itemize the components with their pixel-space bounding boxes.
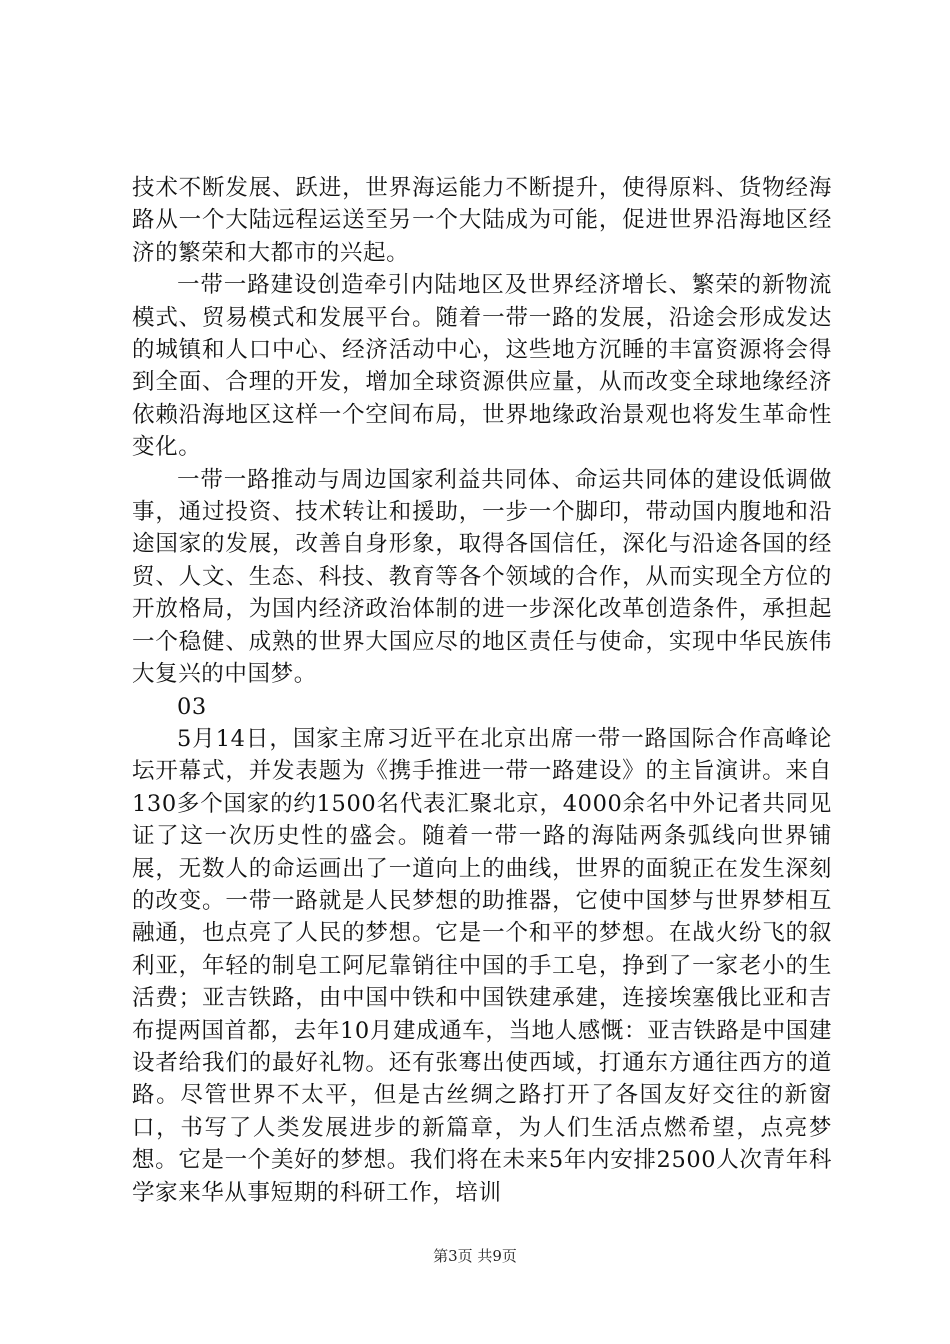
paragraph-logistics-model: 一带一路建设创造牵引内陆地区及世界经济增长、繁荣的新物流模式、贸易模式和发展平台。随着一带一路的发展，沿途会形成发达的城镇和人口中心、经济活动中心，这些地方沉睡的丰富资源将会得到全面、合理的开发，增加全球资源供应量，从而改变全球地缘经济依赖沿海地区这样一个空间布局，世界地缘政治景观也将发生革命性变化。: [132, 272, 832, 461]
page-footer: 第3页 共9页: [433, 1247, 517, 1265]
document-body: [132, 172, 832, 1209]
paragraph-forum-speech: 5月14日，国家主席习近平在北京出席一带一路国际合作高峰论坛开幕式，并发表题为《携手推进一带一路建设》的主旨演讲。来自130多个国家的约1500名代表汇聚北京，4000余名中外记者共同见证了这一次历史性的盛会。随着一带一路的海陆两条弧线向世界铺展，无数人的命运画出了一道向上的曲线，世界的面貌正在发生深刻的改变。一带一路就是人民梦想的助推器，它使中国梦与世界梦相互融通，也点亮了人民的梦想。它是一个和平的梦想。在战火纷飞的叙利亚，年轻的制皂工阿尼靠销往中国的手工皂，挣到了一家老小的生活费；亚吉铁路，由中国中铁和中国铁建承建，连接埃塞俄比亚和吉布提两国首都，去年10月建成通车，当地人感慨：亚吉铁路是中国建设者给我们的最好礼物。还有张骞出使西域，打通东方通往西方的道路。尽管世界不太平，但是古丝绸之路打开了各国友好交往的新窗口，书写了人类发展进步的新篇章，为人们生活点燃希望，点亮梦想。它是一个美好的梦想。我们将在未来5年内安排2500人次青年科学家来华从事短期的科研工作，培训: [132, 725, 832, 1206]
paragraph-continuation: 技术不断发展、跃进，世界海运能力不断提升，使得原料、货物经海路从一个大陆远程运送至另一个大陆成为可能，促进世界沿海地区经济的繁荣和大都市的兴起。: [132, 175, 832, 266]
paragraph-community-of-destiny: 一带一路推动与周边国家利益共同体、命运共同体的建设低调做事，通过投资、技术转让和援助，一步一个脚印，带动国内腹地和沿途国家的发展，改善自身形象，取得各国信任，深化与沿途各国的经贸、人文、生态、科技、教育等各个领域的合作，从而实现全方位的开放格局，为国内经济政治体制的进一步深化改革创造条件，承担起一个稳健、成熟的世界大国应尽的地区责任与使命，实现中华民族伟大复兴的中国梦。: [132, 466, 832, 688]
section-number: 03: [177, 693, 207, 720]
